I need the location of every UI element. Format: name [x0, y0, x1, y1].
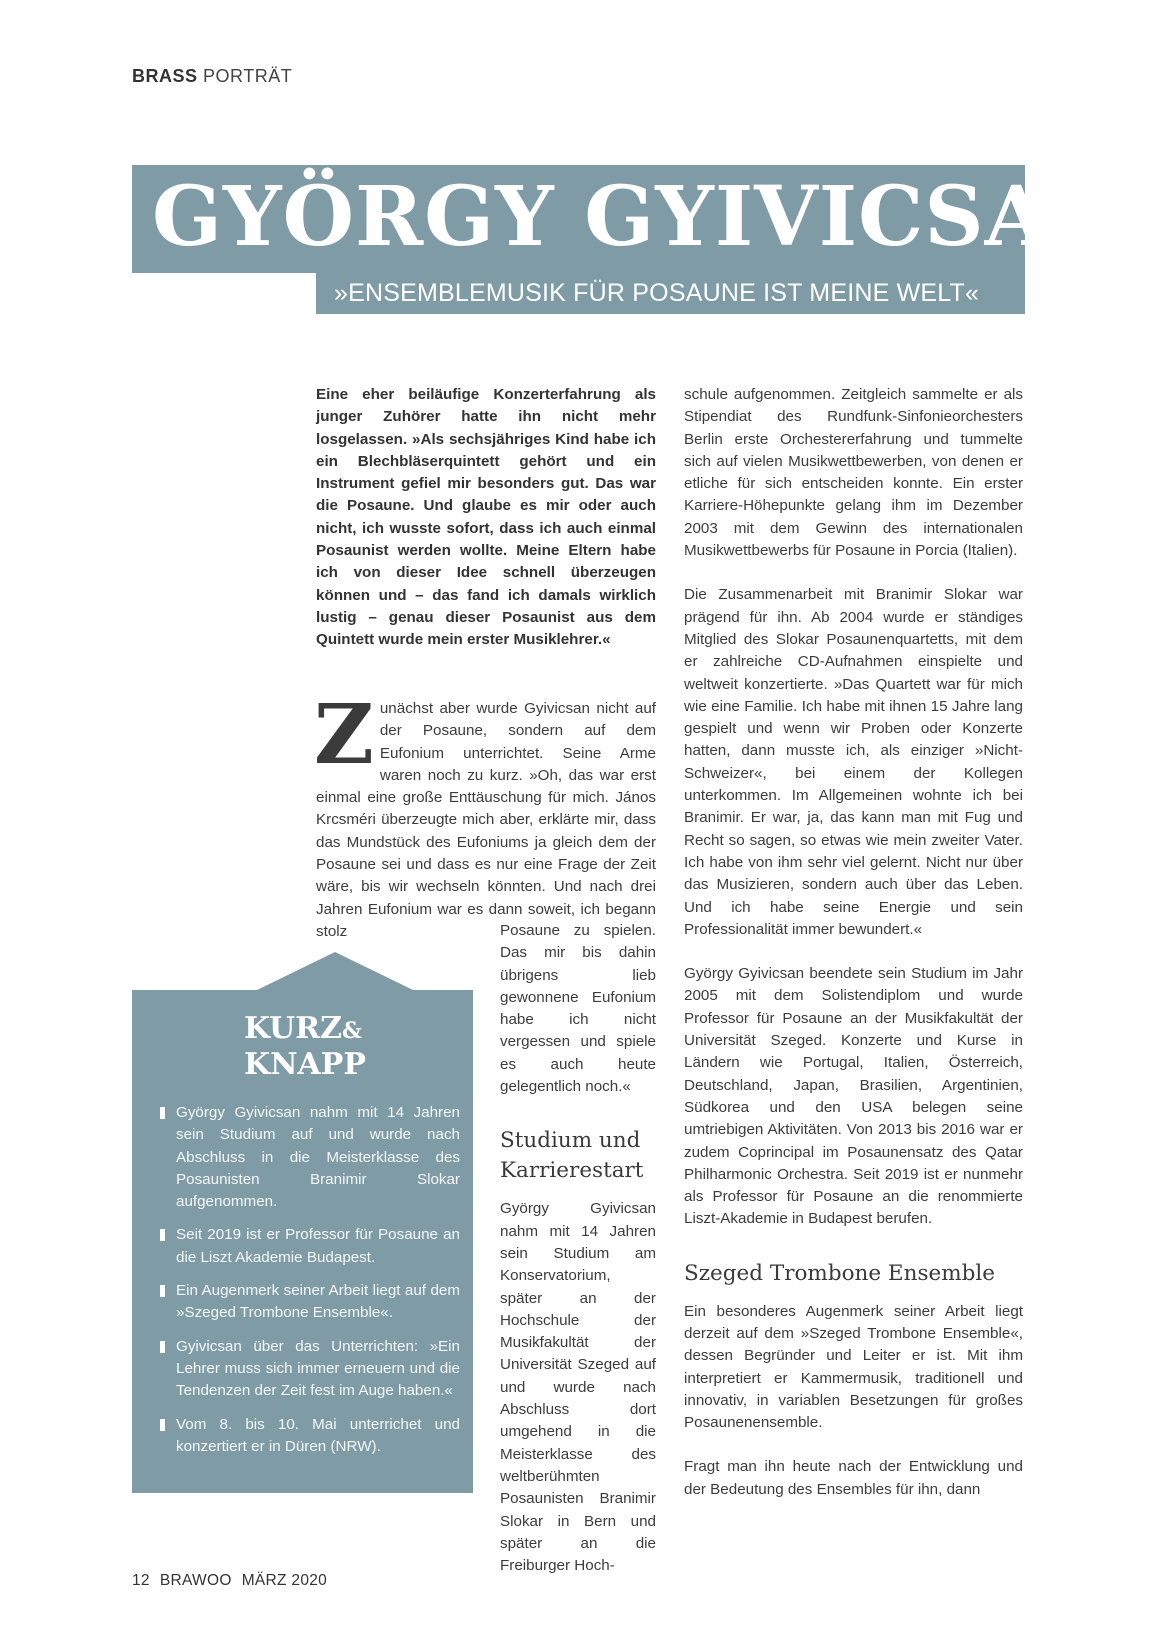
bullet-icon — [160, 1285, 165, 1297]
article-subtitle: »ENSEMBLEMUSIK FÜR POSAUNE IST MEINE WELT« — [334, 279, 980, 307]
page-number: 12 — [132, 1572, 150, 1589]
infobox-title-amp: & — [342, 1018, 362, 1044]
body-paragraph-7: Fragt man ihn heute nach der Entwicklung und der Bedeutung des Ensembles für ihn, dann — [684, 1458, 1023, 1498]
body-column-middle-top — [314, 687, 656, 943]
magazine-name: BRAWOO — [159, 1572, 232, 1589]
list-item: Ein Augenmerk seiner Arbeit liegt auf dem »Szeged Trombone Ensemble«. — [160, 1280, 460, 1325]
body-paragraph-3: schule aufgenommen. Zeitgleich sammelte er als Stipendiat des Rundfunk-Sinfonieorchesters Berlin erste Orchestererfahrung und tummelte sich auf vielen Musikwettbewerben, von denen er etliche für sich entscheiden konnte. Ein erster Karriere-Höhepunkte gelang ihm im Dezember 2003 mit dem Gewinn des internationalen Musikwettbewerbs für Posaune in Porcia (Italien). — [684, 386, 1023, 560]
infobox-pointer — [257, 952, 413, 990]
bullet-icon — [160, 1229, 165, 1241]
body-paragraph-6: Ein besonderes Augenmerk seiner Arbeit liegt derzeit auf dem »Szeged Trombone Ensemble«, dessen Begründer und Leiter er ist. Mit ihm interpretiert er Kammermusik, traditionell und innovativ, in variablen Besetzungen für großes Posaunenensemble. — [684, 1302, 1023, 1432]
body-paragraph-1: unächst aber wurde Gyivicsan nicht auf der Posaune, sondern auf dem Eufonium unterrichtet. Seine Arme waren noch zu kurz. »Oh, das war erst einmal eine große Enttäuschung für mich. János Krcsméri überzeugte mich aber, erklärte mir, dass das Mundstück des Eufoniums ja gleich dem der Posaune sei und dass es nur eine Frage der Zeit wäre, bis wir wechseln könnten. Und nach drei Jahren Eufonium war es dann soweit, ich begann stolz — [316, 700, 656, 940]
body-column-middle-bottom — [500, 920, 656, 1577]
subheading-studium: Studium und Karrierestart — [500, 1128, 644, 1184]
bullet-icon — [160, 1419, 165, 1431]
section-label — [132, 66, 292, 87]
list-item: Gyivicsan über das Unterrichten: »Ein Lehrer muss sich immer erneuern und die Tendenzen der Zeit fest im Auge haben.« — [160, 1336, 460, 1403]
infobox-title-line1: KURZ — [244, 1011, 342, 1046]
body-column-right — [684, 384, 1023, 1501]
infobox-list — [160, 1102, 460, 1469]
drop-cap: Z — [314, 687, 374, 783]
list-item: György Gyivicsan nahm mit 14 Jahren sein Studium auf und wurde nach Abschluss in die Meisterklasse des Posaunisten Branimir Slokar aufgenommen. — [160, 1102, 460, 1213]
list-item: Seit 2019 ist er Professor für Posaune an die Liszt Akademie Budapest. — [160, 1224, 460, 1269]
subheading-ensemble: Szeged Trombone Ensemble — [684, 1260, 995, 1286]
title-banner — [132, 165, 1126, 273]
subtitle-banner — [316, 273, 1025, 314]
infobox-kurz-knapp — [132, 990, 473, 1493]
body-paragraph-5: György Gyivicsan beendete sein Studium im Jahr 2005 mit dem Solistendiplom und wurde Professor für Posaune an der Musikfakultät der Universität Szeged. Konzerte und Kurse in Ländern wie Portugal, Italien, Österreich, Deutschland, Japan, Brasilien, Argentinien, Südkorea und den USA belegen seine umtriebigen Aktivitäten. Von 2013 bis 2016 war er zudem Coprincipal im Posaunensatz des Qatar Philharmonic Orchestra. Seit 2019 ist er nunmehr als Professor für Posaune an die renommierte Liszt-Akademie in Budapest berufen. — [684, 965, 1023, 1228]
list-item: Vom 8. bis 10. Mai unterrichet und konzertiert er in Düren (NRW). — [160, 1414, 460, 1459]
issue-date: MÄRZ 2020 — [241, 1572, 328, 1589]
section-label-bold: BRASS — [132, 66, 198, 86]
bullet-icon — [160, 1107, 165, 1119]
infobox-title — [244, 1012, 444, 1081]
lead-paragraph — [316, 384, 656, 652]
body-paragraph-1-continued: Posaune zu spielen. Das mir bis dahin übrigens lieb gewonnene Eufonium habe ich nicht vergessen und spiele es auch heute gelegentlich noch.« — [500, 922, 656, 1096]
lead-text: Eine eher beiläufige Konzerterfahrung als junger Zuhörer hatte ihn nicht mehr losgelassen. »Als sechsjähriges Kind habe ich ein Blechbläserquintett gehört und ein Instrument gefiel mir besonders gut. Das war die Posaune. Und glaube es mir oder auch nicht, ich wusste sofort, dass ich auch einmal Posaunist werden wollte. Meine Eltern habe ich von dieser Idee schnell überzeugen können und – das fand ich damals wirklich lustig – genau dieser Posaunist aus dem Quintett wurde mein erster Musiklehrer.« — [316, 386, 656, 649]
page-footer — [132, 1572, 337, 1590]
bullet-icon — [160, 1341, 165, 1353]
body-paragraph-4: Die Zusammenarbeit mit Branimir Slokar war prägend für ihn. Ab 2004 wurde er ständiges Mitglied des Slokar Posaunenquartetts, mit dem er zahlreiche CD-Aufnahmen einspielte und weltweit konzertierte. »Das Quartett war für mich wie eine Familie. Ich habe mit ihnen 15 Jahre lang gespielt und wenn wir Proben oder Konzerte hatten, dann musste ich, als einziger »Nicht-Schweizer«, bei einem der Kollegen unterkommen. Im Allgemeinen wohnte ich bei Branimir. Er war, ja, das kann man mit Fug und Recht so sagen, so etwas wie mein zweiter Vater. Ich habe von ihm sehr viel gelernt. Nicht nur über das Musizieren, sondern auch über das Leben. Und ich habe seine Energie und sein Professionalität immer bewundert.« — [684, 586, 1023, 938]
article-title: GYÖRGY GYIVICSAN — [152, 169, 1126, 265]
body-paragraph-2: György Gyivicsan nahm mit 14 Jahren sein Studium am Konservatorium, später an der Hochschule der Musikfakultät der Universität Szeged auf und wurde nach Abschluss dort umgehend in die Meisterklasse des weltberühmten Posaunisten Branimir Slokar in Bern und später an die Freiburger Hoch- — [500, 1200, 656, 1575]
section-label-light: PORTRÄT — [203, 66, 293, 86]
infobox-title-line2: KNAPP — [244, 1047, 366, 1082]
